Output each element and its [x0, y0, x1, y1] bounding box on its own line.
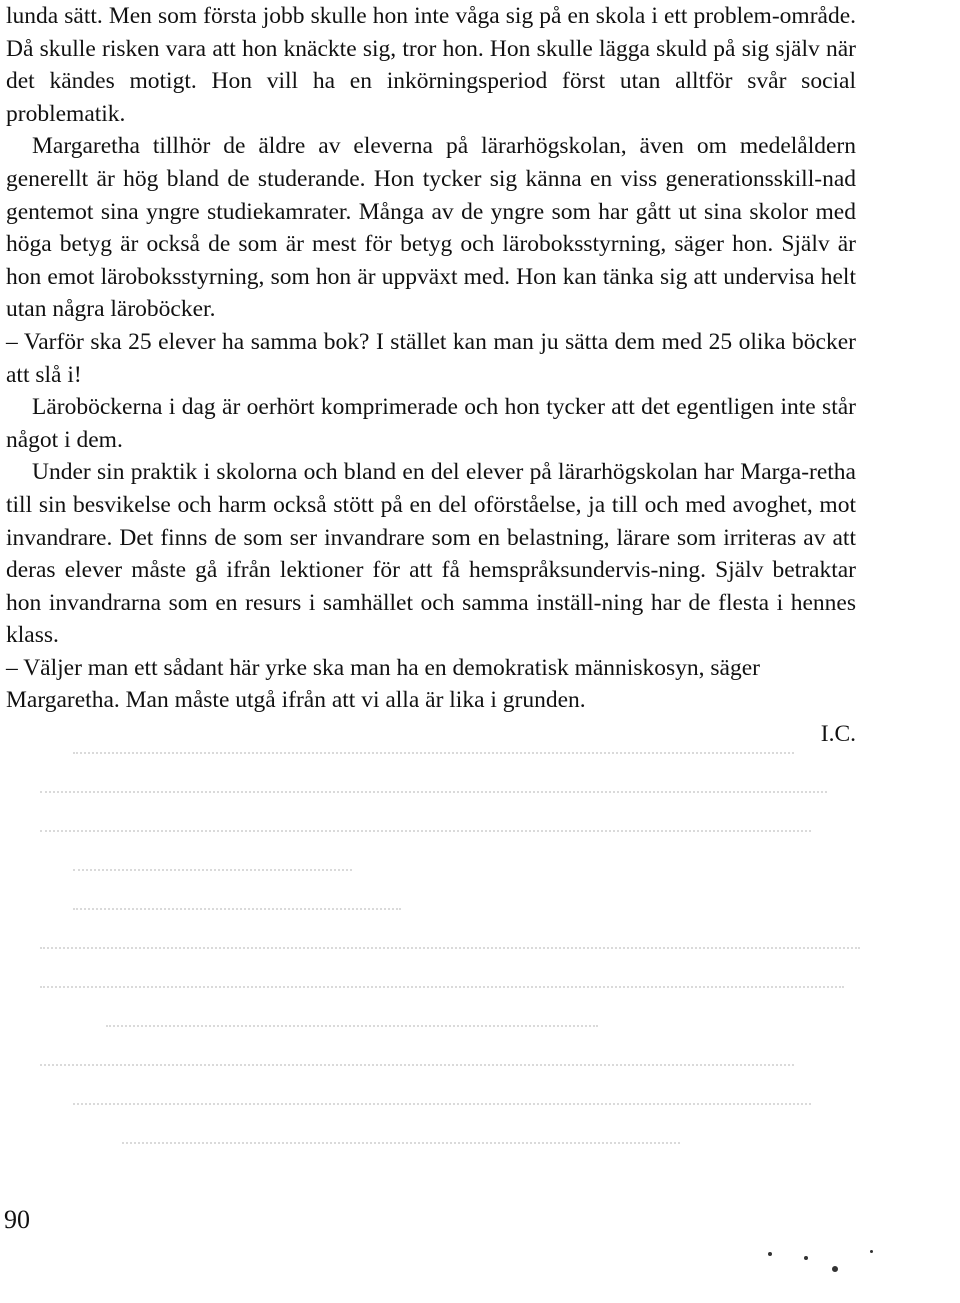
bleed-line — [106, 1025, 598, 1030]
article-body — [6, 0, 856, 717]
bleed-line — [73, 908, 401, 913]
speck — [870, 1250, 873, 1253]
speck — [804, 1256, 808, 1260]
speck — [768, 1252, 772, 1256]
page-number: 90 — [4, 1205, 30, 1234]
print-specks — [760, 1244, 900, 1284]
author-signature: I.C. — [820, 721, 856, 747]
bleed-through-texture — [40, 752, 860, 1172]
paragraph-quote-books: – Varför ska 25 elever ha samma bok? I stället kan man ju sätta dem med 25 olika böcker att slå i! — [6, 328, 856, 388]
bleed-line — [122, 1142, 680, 1147]
bleed-line — [40, 986, 844, 991]
paragraph-practice: Under sin praktik i skolorna och bland en del elever på lärarhögskolan har Marga-retha till sin besvikelse och harm också stött på en del oförståelse, ja till och med avoghet, mot invandrare. Det finns de som ser invandrare som en belastning, lärare som irriteras av att deras elever måste gå ifrån lektioner för att få hemspråksundervis-ning. Själv betraktar hon invandrarna som en resurs i samhället och samma inställ-ning har de flesta i hennes klass. — [6, 459, 856, 649]
bleed-line — [40, 1064, 794, 1069]
bleed-line — [40, 830, 811, 835]
bleed-line — [73, 869, 352, 874]
paragraph-textbooks: Läroböckerna i dag är oerhört komprimerade och hon tycker att det egentligen inte står något i dem. — [6, 394, 856, 453]
bleed-line — [73, 1103, 811, 1108]
bleed-line — [40, 947, 860, 952]
bleed-line — [73, 752, 795, 757]
bleed-line — [40, 791, 827, 796]
paragraph-quote-democratic: – Väljer man ett sådant här yrke ska man ha en demokratisk människosyn, säger Margaretha. Man måste utgå ifrån att vi alla är lika i grunden. — [6, 654, 760, 714]
paragraph-margaretha-age: Margaretha tillhör de äldre av eleverna på lärarhögskolan, även om medelåldern generellt är hög bland de studerande. Hon tycker sig känna en viss generationsskill-nad gentemot sina yngre studiekamrater. Många av de yngre som har gått ut sina skolor med höga betyg är också de som är mest för betyg och läroboksstyrning, säger hon. Själv är hon emot läroboksstyrning, som hon är uppväxt med. Hon kan tänka sig att undervisa helt utan några läroböcker. — [6, 133, 856, 323]
speck — [832, 1266, 838, 1272]
paragraph-continuation: lunda sätt. Men som första jobb skulle hon inte våga sig på en skola i ett problem-område. Då skulle risken vara att hon knäckte sig, tror hon. Hon skulle lägga skuld på sig själv när det kändes motigt. Hon vill ha en inkörningsperiod först utan alltför svår social problematik. — [6, 3, 856, 127]
